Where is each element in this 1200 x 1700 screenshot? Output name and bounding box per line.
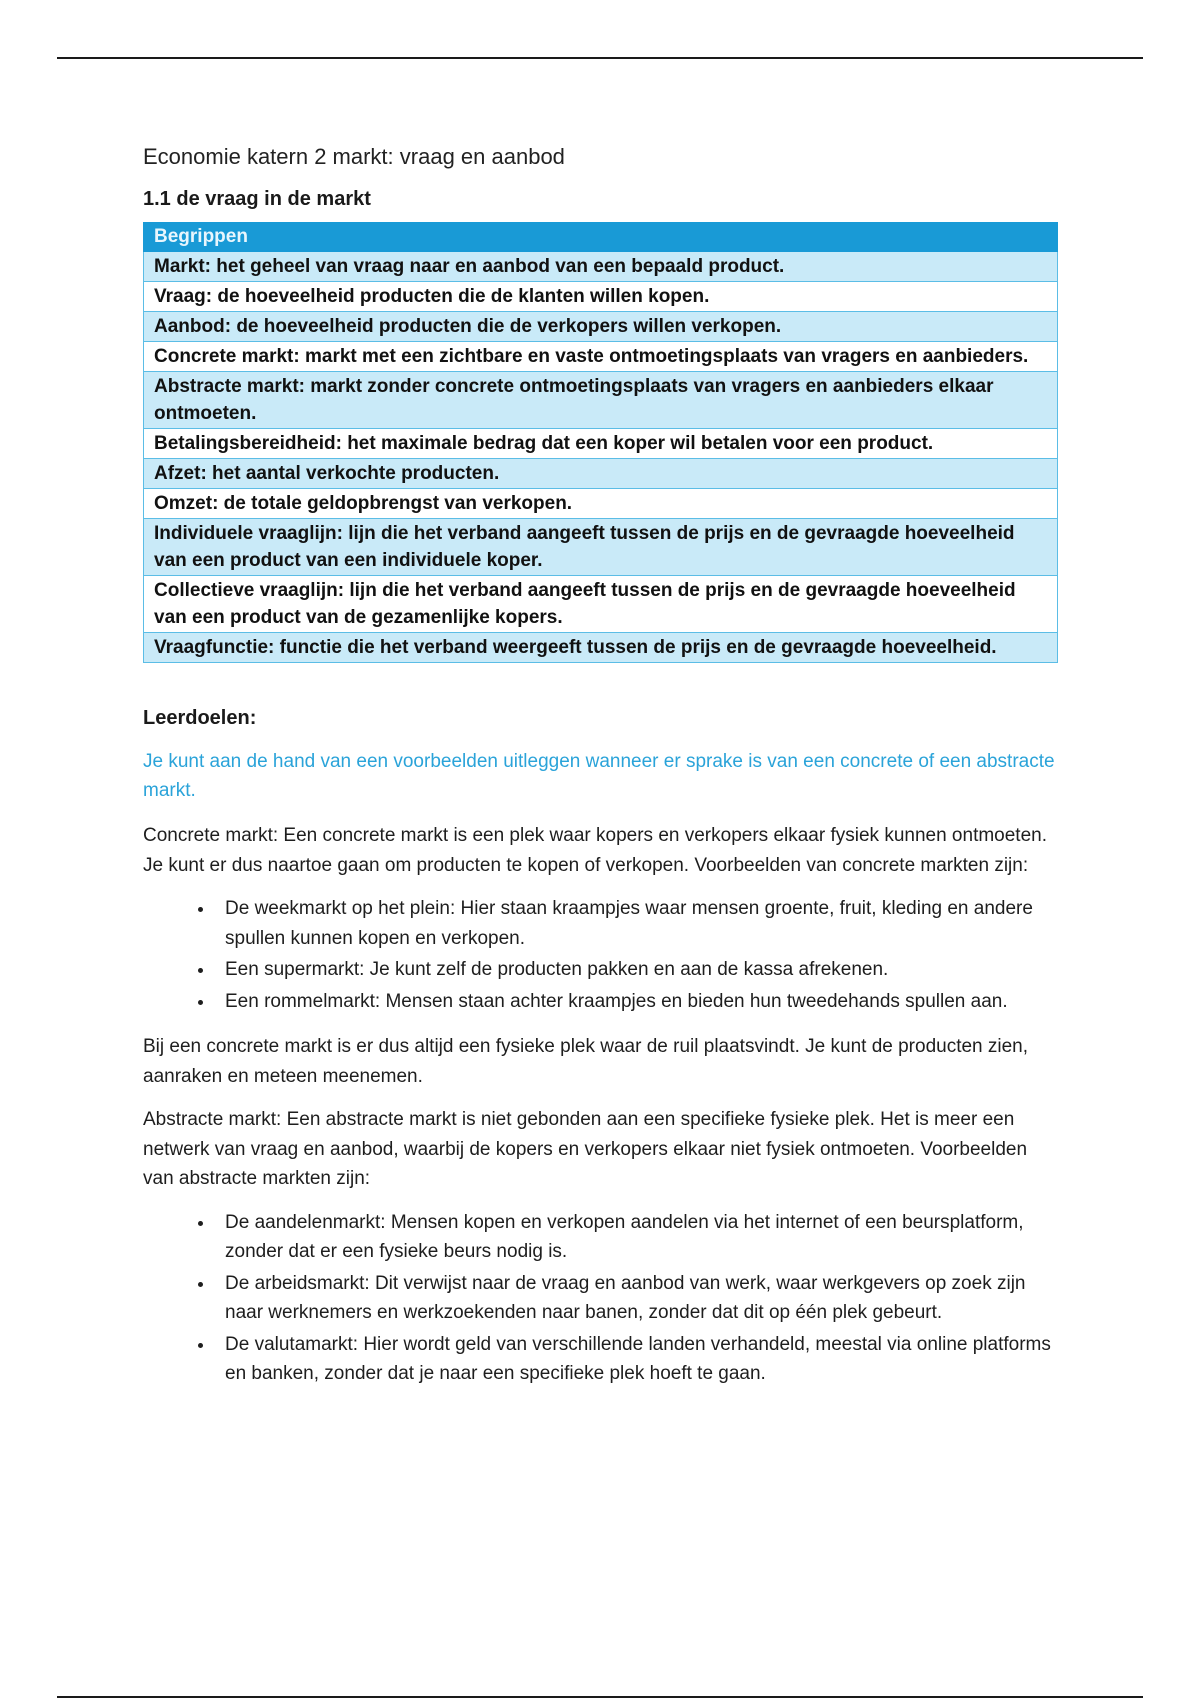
term-row: Collectieve vraaglijn: lijn die het verband aangeeft tussen de prijs en de gevraagde hoeveelheid van een product van de gezamenlijke kopers. — [144, 576, 1058, 633]
learning-goal: Je kunt aan de hand van een voorbeelden uitleggen wanneer er sprake is van een concrete of een abstracte markt. — [143, 751, 1055, 801]
concrete-market-summary: Bij een concrete markt is er dus altijd een fysieke plek waar de ruil plaatsvindt. Je kunt de producten zien, aanraken en meteen meenemen. — [143, 1036, 1029, 1087]
section-heading: 1.1 de vraag in de markt — [143, 188, 371, 210]
learning-goals-heading: Leerdoelen: — [143, 707, 257, 729]
page-content — [143, 142, 1058, 1405]
term-row: Omzet: de totale geldopbrengst van verkopen. — [144, 489, 1058, 519]
term-row: Vraagfunctie: functie die het verband weergeeft tussen de prijs en de gevraagde hoeveelheid. — [144, 633, 1058, 663]
term-row: Betalingsbereidheid: het maximale bedrag dat een koper wil betalen voor een product. — [144, 429, 1058, 459]
term-row: Aanbod: de hoeveelheid producten die de verkopers willen verkopen. — [144, 312, 1058, 342]
list-item: • De aandelenmarkt: Mensen kopen en verkopen aandelen via het internet of een beursplatform, zonder dat er een fysieke beurs nodig is. — [215, 1208, 1058, 1267]
term-row: Concrete markt: markt met een zichtbare en vaste ontmoetingsplaats van vragers en aanbieders. — [144, 342, 1058, 372]
list-item: • De weekmarkt op het plein: Hier staan kraampjes waar mensen groente, fruit, kleding en andere spullen kunnen kopen en verkopen. — [215, 894, 1058, 953]
term-row: Markt: het geheel van vraag naar en aanbod van een bepaald product. — [144, 252, 1058, 282]
term-row: Individuele vraaglijn: lijn die het verband aangeeft tussen de prijs en de gevraagde hoeveelheid van een product van een individuele koper. — [144, 519, 1058, 576]
terms-table — [143, 222, 1058, 663]
terms-table-header: Begrippen — [144, 223, 1058, 252]
term-row: Abstracte markt: markt zonder concrete ontmoetingsplaats van vragers en aanbieders elkaar ontmoeten. — [144, 372, 1058, 429]
concrete-market-intro: Concrete markt: Een concrete markt is een plek waar kopers en verkopers elkaar fysiek kunnen ontmoeten. Je kunt er dus naartoe gaan om producten te kopen of verkopen. Voorbeelden van concrete markten zijn: — [143, 825, 1047, 876]
list-item: • Een supermarkt: Je kunt zelf de producten pakken en aan de kassa afrekenen. — [215, 955, 1058, 985]
concrete-examples-list — [143, 894, 1058, 1016]
abstract-examples-list — [143, 1208, 1058, 1389]
term-row: Afzet: het aantal verkochte producten. — [144, 459, 1058, 489]
list-item: • De arbeidsmarkt: Dit verwijst naar de vraag en aanbod van werk, waar werkgevers op zoek zijn naar werknemers en werkzoekenden naar banen, zonder dat dit op één plek gebeurt. — [215, 1269, 1058, 1328]
term-row: Vraag: de hoeveelheid producten die de klanten willen kopen. — [144, 282, 1058, 312]
footer-rule — [57, 1696, 1143, 1698]
document-title: Economie katern 2 markt: vraag en aanbod — [143, 144, 565, 169]
list-item: • De valutamarkt: Hier wordt geld van verschillende landen verhandeld, meestal via online platforms en banken, zonder dat je naar een specifieke plek hoeft te gaan. — [215, 1330, 1058, 1389]
list-item: • Een rommelmarkt: Mensen staan achter kraampjes en bieden hun tweedehands spullen aan. — [215, 987, 1058, 1017]
abstract-market-intro: Abstracte markt: Een abstracte markt is niet gebonden aan een specifieke fysieke plek. Het is meer een netwerk van vraag en aanbod, waarbij de kopers en verkopers elkaar niet fysiek ontmoeten. Voorbeelden van abstracte markten zijn: — [143, 1109, 1028, 1189]
header-rule — [57, 57, 1143, 59]
